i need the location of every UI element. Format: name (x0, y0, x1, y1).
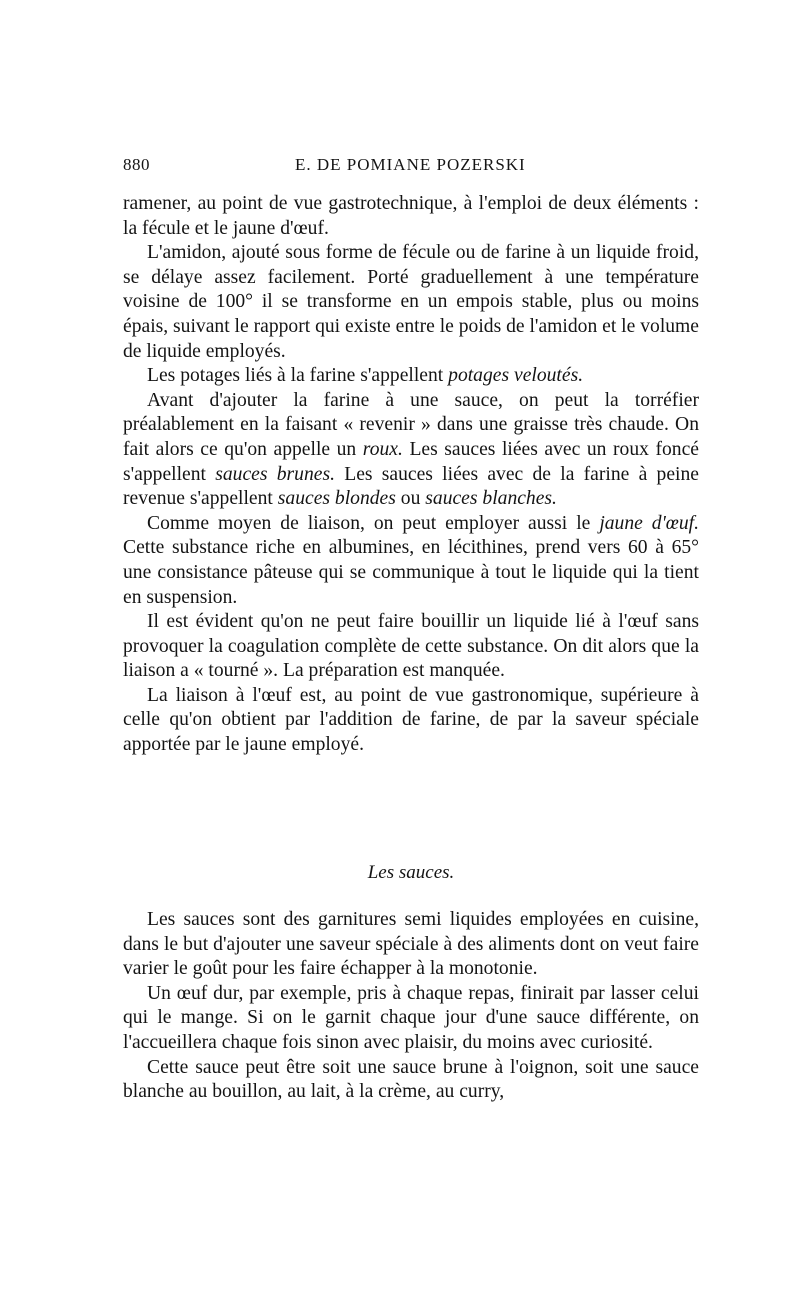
page-header (123, 155, 703, 181)
running-title: E. DE POMIANE POZERSKI (295, 155, 526, 174)
paragraph-4-italic-blondes: sauces blondes (277, 488, 396, 510)
paragraph-5 (123, 512, 699, 610)
paragraph-3-italic: potages veloutés. (448, 365, 584, 387)
paragraph-4 (123, 389, 699, 512)
section-body-liaisons (123, 192, 699, 758)
page-number: 880 (123, 155, 150, 174)
paragraph-4-italic-blanches: sauces blanches. (425, 488, 557, 510)
paragraph-5-text-a: Comme moyen de liaison, on peut employer aussi le (147, 512, 600, 534)
paragraph-3 (123, 364, 699, 389)
paragraph-4-italic-roux: roux. (362, 438, 403, 460)
paragraph-9: Un œuf dur, par exemple, pris à chaque repas, finirait par lasser celui qui le mange. Si on le garnit chaque jour d'une sauce différente, on l'accueillera chaque fois sinon avec plaisir, du moins avec curiosité. (123, 982, 699, 1053)
paragraph-4-text-g: ou (395, 488, 426, 510)
paragraph-8: Les sauces sont des garnitures semi liquides employées en cuisine, dans le but d'ajouter une saveur spéciale à des aliments dont on veut faire varier le goût pour les faire échapper à la monotonie. (123, 909, 699, 980)
paragraph-2: L'amidon, ajouté sous forme de fécule ou de farine à un liquide froid, se délaye assez facilement. Porté graduellement à une température voisine de 100° il se transforme en un empois stable, plus ou moins épais, suivant le rapport qui existe entre le poids de l'amidon et le volume de liquide employés. (123, 242, 699, 362)
section-body-sauces (123, 908, 699, 1105)
paragraph-4-text-c: Les sauces liées avec un roux foncé s'appellent (123, 438, 699, 485)
paragraph-7: La liaison à l'œuf est, au point de vue gastronomique, supérieure à celle qu'on obtient par l'addition de farine, de par la saveur spéciale apportée par le jaune employé. (123, 684, 699, 756)
paragraph-10: Cette sauce peut être soit une sauce brune à l'oignon, soit une sauce blanche au bouillon, au lait, à la crème, au curry, (123, 1056, 699, 1103)
paragraph-4-italic-brunes: sauces brunes. (215, 463, 335, 485)
section-title: Les sauces. (367, 862, 455, 883)
paragraph-5-italic-jaune: jaune d'œuf. (599, 512, 699, 534)
paragraph-5-text-c: Cette substance riche en albumines, en lécithines, prend vers 60 à 65° une consistance pâteuse qui se communique à tout le liquide qui la tient en suspension. (123, 537, 699, 608)
paragraph-3-text: Les potages liés à la farine s'appellent (147, 365, 449, 387)
paragraph-4-text-a: Avant d'ajouter la farine à une sauce, on peut la torréfier préalablement en la faisant « revenir » dans une graisse très chaude. On fait alors ce qu'on appelle un (123, 389, 699, 460)
paragraph-6: Il est évident qu'on ne peut faire bouillir un liquide lié à l'œuf sans provoquer la coagulation complète de cette substance. On dit alors que la liaison a « tourné ». La préparation est manquée. (123, 611, 699, 682)
paragraph-1: ramener, au point de vue gastrotechnique, à l'emploi de deux éléments : la fécule et le jaune d'œuf. (123, 193, 699, 239)
paragraph-4-text-e: Les sauces liées avec de la farine à peine revenue s'appellent (123, 463, 699, 510)
